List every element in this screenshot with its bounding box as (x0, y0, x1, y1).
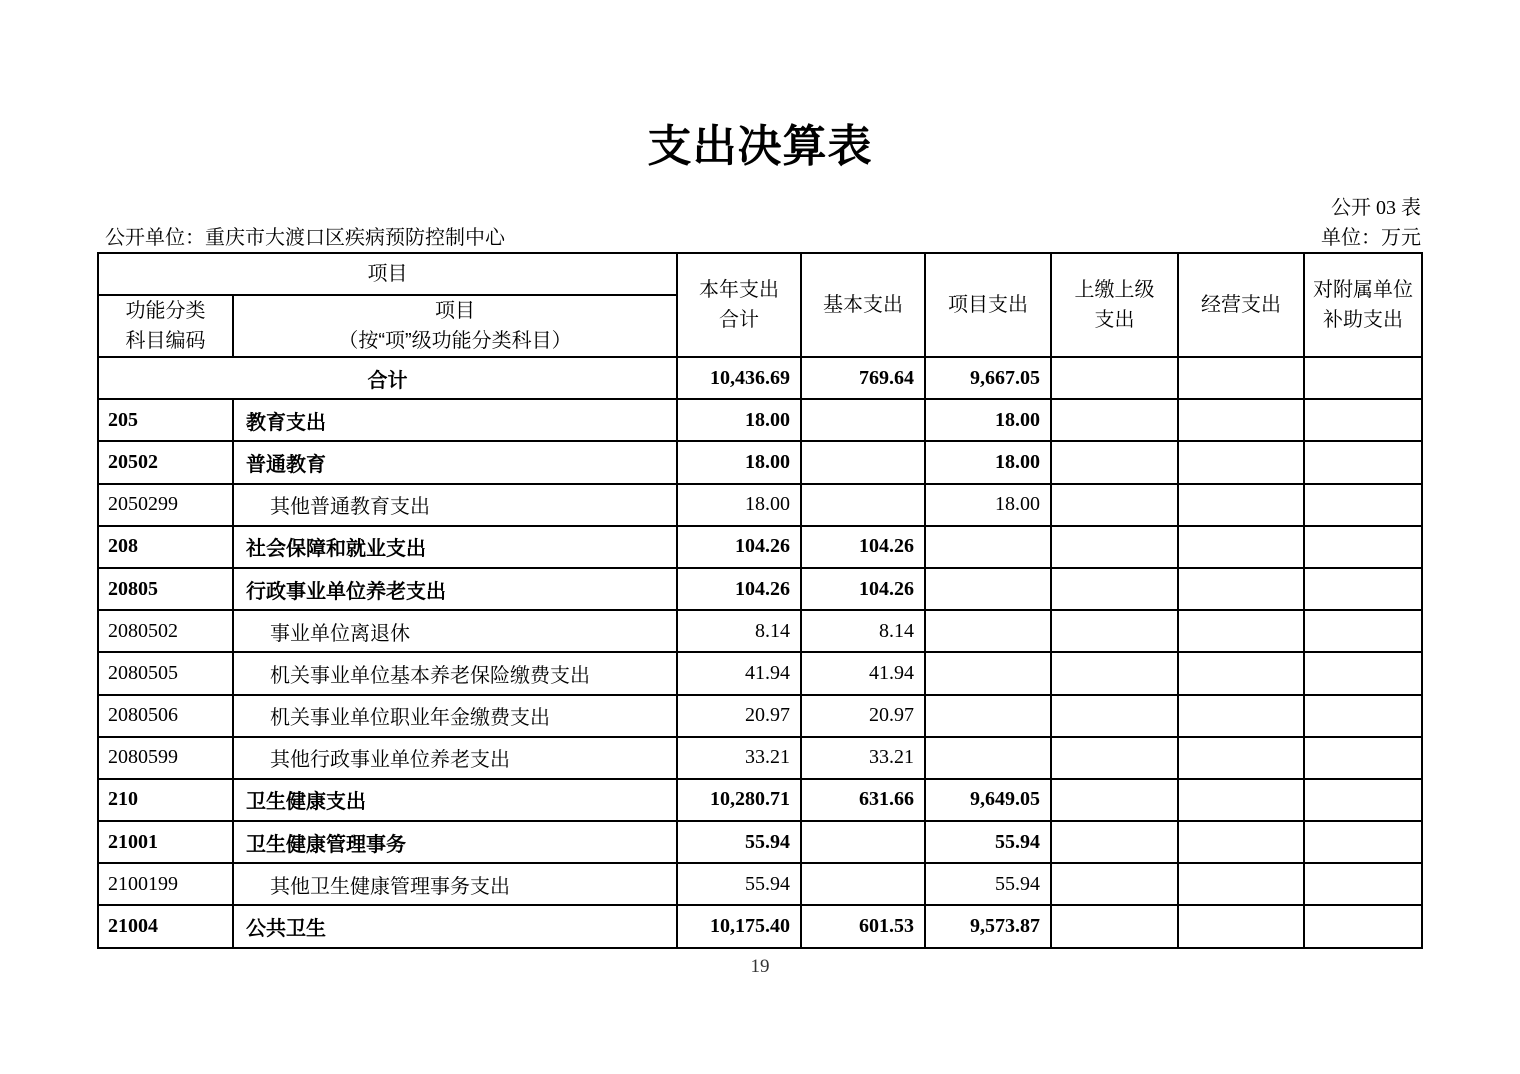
cell-upper (1051, 779, 1178, 821)
cell-operating (1178, 568, 1304, 610)
cell-upper (1051, 484, 1178, 526)
cell-upper (1051, 821, 1178, 863)
page-number: 19 (750, 956, 770, 977)
cell-operating (1178, 737, 1304, 779)
cell-item-name: 卫生健康管理事务 (233, 821, 677, 863)
cell-project: 55.94 (925, 863, 1051, 905)
cell-subsidy (1304, 484, 1422, 526)
cell-function-code: 20502 (98, 441, 233, 483)
cell-subsidy (1304, 399, 1422, 441)
cell-basic: 631.66 (801, 779, 925, 821)
cell-upper (1051, 905, 1178, 947)
cell-project: 9,667.05 (925, 357, 1051, 399)
cell-basic (801, 399, 925, 441)
total-row (98, 357, 1422, 399)
cell-year-total: 18.00 (677, 399, 801, 441)
cell-year-total: 55.94 (677, 821, 801, 863)
cell-function-code: 2100199 (98, 863, 233, 905)
cell-function-code: 210 (98, 779, 233, 821)
cell-item-name: 其他普通教育支出 (233, 484, 677, 526)
expenditure-table (97, 252, 1423, 949)
cell-subsidy (1304, 610, 1422, 652)
cell-item-name: 行政事业单位养老支出 (233, 568, 677, 610)
cell-year-total: 33.21 (677, 737, 801, 779)
table-row (98, 610, 1422, 652)
cell-subsidy (1304, 526, 1422, 568)
cell-year-total: 18.00 (677, 484, 801, 526)
cell-item-name: 其他卫生健康管理事务支出 (233, 863, 677, 905)
cell-item-name: 机关事业单位职业年金缴费支出 (233, 695, 677, 737)
cell-item-name: 普通教育 (233, 441, 677, 483)
cell-project (925, 610, 1051, 652)
money-unit-label: 单位：万元 (1321, 227, 1421, 249)
cell-year-total: 8.14 (677, 610, 801, 652)
col-header-subsidy: 对附属单位 补助支出 (1304, 253, 1422, 357)
cell-basic: 769.64 (801, 357, 925, 399)
form-code-label: 公开 03 表 (1331, 197, 1421, 219)
cell-operating (1178, 399, 1304, 441)
cell-total-label: 合计 (98, 357, 677, 399)
cell-basic (801, 863, 925, 905)
cell-project: 9,649.05 (925, 779, 1051, 821)
cell-function-code: 2080502 (98, 610, 233, 652)
cell-project (925, 737, 1051, 779)
cell-function-code: 208 (98, 526, 233, 568)
cell-project: 55.94 (925, 821, 1051, 863)
cell-operating (1178, 652, 1304, 694)
cell-function-code: 20805 (98, 568, 233, 610)
cell-basic: 601.53 (801, 905, 925, 947)
cell-upper (1051, 863, 1178, 905)
col-header-item-name: 项目 （按“项”级功能分类科目） (233, 295, 677, 357)
cell-year-total: 10,436.69 (677, 357, 801, 399)
cell-project (925, 568, 1051, 610)
table-row (98, 526, 1422, 568)
page-title: 支出决算表 (647, 122, 873, 171)
cell-project: 18.00 (925, 399, 1051, 441)
cell-year-total: 41.94 (677, 652, 801, 694)
cell-upper (1051, 357, 1178, 399)
table-row (98, 737, 1422, 779)
cell-subsidy (1304, 568, 1422, 610)
cell-subsidy (1304, 652, 1422, 694)
cell-year-total: 20.97 (677, 695, 801, 737)
table-row (98, 568, 1422, 610)
cell-project: 18.00 (925, 484, 1051, 526)
table-body (98, 357, 1422, 948)
cell-project (925, 652, 1051, 694)
cell-subsidy (1304, 441, 1422, 483)
cell-item-name: 机关事业单位基本养老保险缴费支出 (233, 652, 677, 694)
table-row (98, 484, 1422, 526)
cell-operating (1178, 484, 1304, 526)
cell-upper (1051, 441, 1178, 483)
cell-project (925, 526, 1051, 568)
cell-year-total: 104.26 (677, 568, 801, 610)
cell-subsidy (1304, 779, 1422, 821)
cell-operating (1178, 821, 1304, 863)
table-header (98, 253, 1422, 357)
cell-upper (1051, 399, 1178, 441)
cell-basic: 104.26 (801, 526, 925, 568)
cell-item-name: 教育支出 (233, 399, 677, 441)
cell-basic (801, 441, 925, 483)
cell-basic (801, 821, 925, 863)
cell-upper (1051, 610, 1178, 652)
col-header-basic: 基本支出 (801, 253, 925, 357)
cell-operating (1178, 779, 1304, 821)
cell-basic (801, 484, 925, 526)
cell-year-total: 18.00 (677, 441, 801, 483)
cell-year-total: 55.94 (677, 863, 801, 905)
cell-item-name: 卫生健康支出 (233, 779, 677, 821)
cell-function-code: 205 (98, 399, 233, 441)
table-row (98, 863, 1422, 905)
cell-operating (1178, 695, 1304, 737)
cell-project (925, 695, 1051, 737)
cell-operating (1178, 863, 1304, 905)
cell-subsidy (1304, 695, 1422, 737)
table-row (98, 905, 1422, 947)
cell-upper (1051, 737, 1178, 779)
table-row (98, 695, 1422, 737)
cell-upper (1051, 695, 1178, 737)
cell-upper (1051, 526, 1178, 568)
cell-operating (1178, 905, 1304, 947)
cell-year-total: 104.26 (677, 526, 801, 568)
cell-function-code: 21001 (98, 821, 233, 863)
col-header-year-total: 本年支出 合计 (677, 253, 801, 357)
cell-subsidy (1304, 737, 1422, 779)
cell-operating (1178, 441, 1304, 483)
cell-subsidy (1304, 863, 1422, 905)
cell-basic: 33.21 (801, 737, 925, 779)
cell-function-code: 2080599 (98, 737, 233, 779)
cell-project: 18.00 (925, 441, 1051, 483)
cell-subsidy (1304, 357, 1422, 399)
cell-item-name: 其他行政事业单位养老支出 (233, 737, 677, 779)
cell-basic: 20.97 (801, 695, 925, 737)
cell-basic: 41.94 (801, 652, 925, 694)
cell-project: 9,573.87 (925, 905, 1051, 947)
cell-item-name: 公共卫生 (233, 905, 677, 947)
cell-item-name: 事业单位离退休 (233, 610, 677, 652)
col-header-upper: 上缴上级 支出 (1051, 253, 1178, 357)
table-row (98, 779, 1422, 821)
cell-year-total: 10,280.71 (677, 779, 801, 821)
cell-year-total: 10,175.40 (677, 905, 801, 947)
table-row (98, 441, 1422, 483)
cell-basic: 8.14 (801, 610, 925, 652)
cell-subsidy (1304, 821, 1422, 863)
cell-function-code: 2080505 (98, 652, 233, 694)
table-row (98, 652, 1422, 694)
header-row-1 (98, 253, 1422, 295)
meta-row (105, 221, 1421, 250)
cell-item-name: 社会保障和就业支出 (233, 526, 677, 568)
cell-function-code: 21004 (98, 905, 233, 947)
col-header-item-group: 项目 (98, 253, 677, 295)
cell-operating (1178, 526, 1304, 568)
cell-operating (1178, 610, 1304, 652)
cell-subsidy (1304, 905, 1422, 947)
table-row (98, 399, 1422, 441)
col-header-operating: 经营支出 (1178, 253, 1304, 357)
cell-basic: 104.26 (801, 568, 925, 610)
cell-upper (1051, 568, 1178, 610)
publish-unit-label: 公开单位：重庆市大渡口区疾病预防控制中心 (105, 227, 505, 249)
cell-upper (1051, 652, 1178, 694)
cell-function-code: 2050299 (98, 484, 233, 526)
cell-function-code: 2080506 (98, 695, 233, 737)
col-header-project: 项目支出 (925, 253, 1051, 357)
cell-operating (1178, 357, 1304, 399)
table-row (98, 821, 1422, 863)
col-header-code: 功能分类 科目编码 (98, 295, 233, 357)
